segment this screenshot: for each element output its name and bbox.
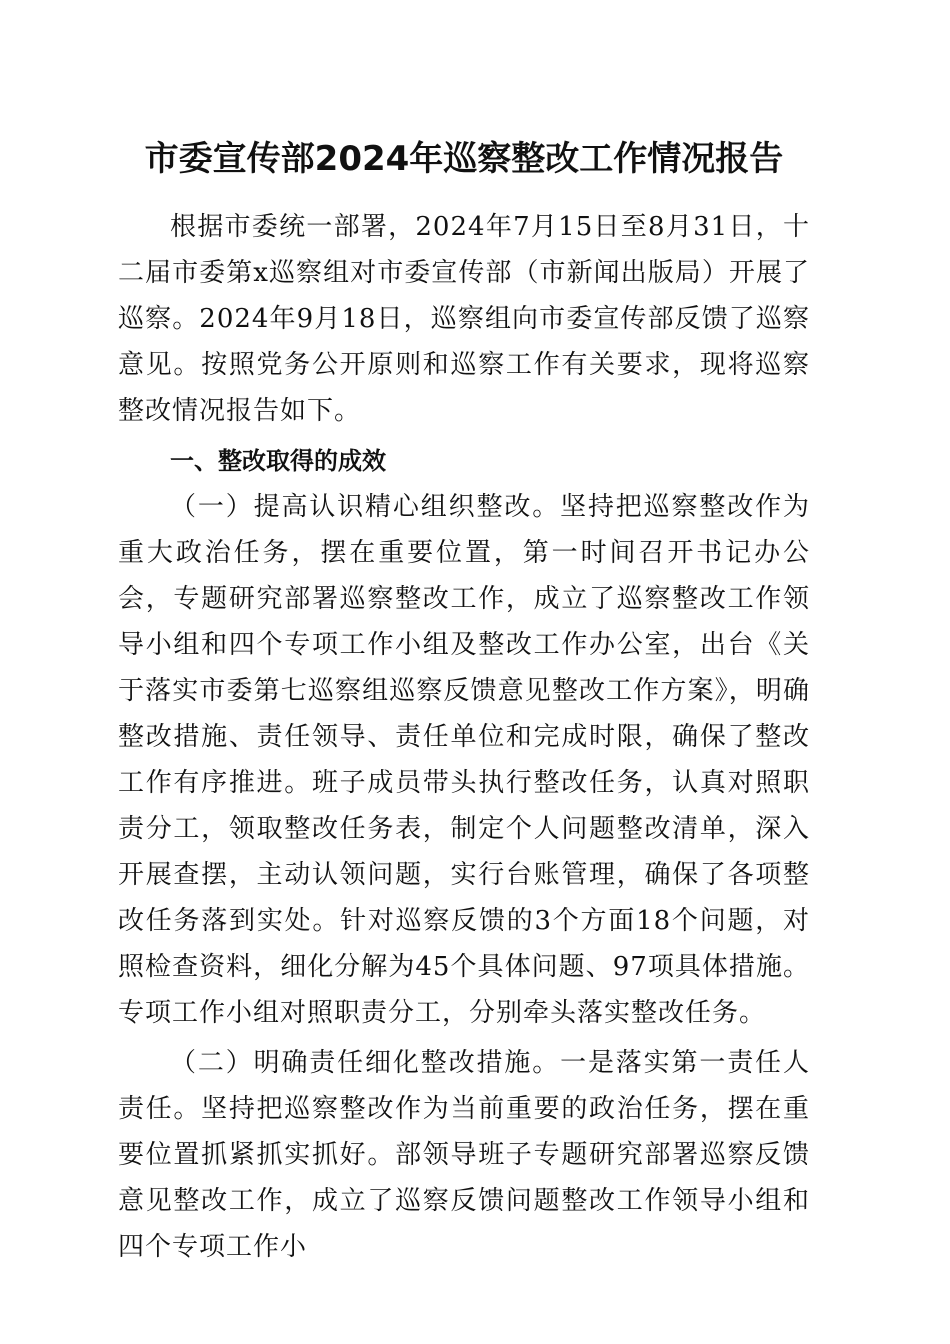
document-page	[118, 128, 810, 1270]
paragraph-organize-rectification	[118, 484, 810, 1036]
intro-paragraph: 根据市委统一部署，2024年7月15日至8月31日，十二届市委第x巡察组对市委宣传部（市新闻出版局）开展了巡察。2024年9月18日，巡察组向市委宣传部反馈了巡察意见。按照党务公开原则和巡察工作有关要求，现将巡察整改情况报告如下。	[118, 212, 810, 426]
document-title: 市委宣传部2024年巡察整改工作情况报告	[144, 139, 784, 179]
paragraph-lead: （二）明确责任细化整改措施。	[170, 1048, 561, 1078]
section-heading-achievements: 一、整改取得的成效	[170, 447, 386, 475]
paragraph-body: 一是落实第一责任人责任。坚持把巡察整改作为当前重要的政治任务，摆在重要位置抓紧抓实抓好。部领导班子专题研究部署巡察反馈意见整改工作，成立了巡察反馈问题整改工作领导小组和四个专项工作小	[118, 1048, 810, 1262]
paragraph-lead: （一）提高认识精心组织整改。	[170, 492, 561, 522]
paragraph-clarify-responsibility	[118, 1040, 810, 1270]
paragraph-body: 坚持把巡察整改作为重大政治任务，摆在重要位置，第一时间召开书记办公会，专题研究部署巡察整改工作，成立了巡察整改工作领导小组和四个专项工作小组及整改工作办公室，出台《关于落实市委第七巡察组巡察反馈意见整改工作方案》，明确整改措施、责任领导、责任单位和完成时限，确保了整改工作有序推进。班子成员带头执行整改任务，认真对照职责分工，领取整改任务表，制定个人问题整改清单，深入开展查摆，主动认领问题，实行台账管理，确保了各项整改任务落到实处。针对巡察反馈的3个方面18个问题，对照检查资料，细化分解为45个具体问题、97项具体措施。专项工作小组对照职责分工，分别牵头落实整改任务。	[118, 492, 810, 1028]
